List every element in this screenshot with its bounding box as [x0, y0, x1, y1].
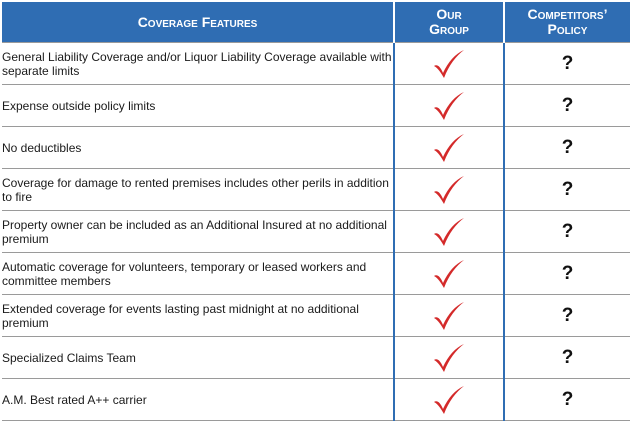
competitors-cell — [504, 127, 630, 169]
table-row — [2, 253, 630, 295]
feature-label: A.M. Best rated A++ carrier — [2, 392, 147, 407]
table-row — [2, 85, 630, 127]
header-competitors-policy — [504, 2, 630, 43]
feature-label: Expense outside policy limits — [2, 98, 156, 113]
header-competitors-line2: Policy — [547, 21, 588, 37]
header-coverage-features-label: Coverage Features — [137, 13, 258, 30]
competitors-cell — [504, 43, 630, 85]
competitors-cell — [504, 253, 630, 295]
question-mark: ? — [561, 304, 574, 326]
question-mark: ? — [561, 346, 574, 368]
feature-cell — [2, 379, 394, 421]
feature-label: Extended coverage for events lasting past midnight at no additional premium — [2, 301, 359, 330]
feature-label: Coverage for damage to rented premises includes other perils in addition to fire — [2, 175, 389, 204]
our-group-cell — [394, 211, 504, 253]
feature-label: General Liability Coverage and/or Liquor Liability Coverage available with separate limits — [2, 49, 392, 78]
header-competitors-line1: Competitors’ — [527, 6, 608, 22]
coverage-comparison-table — [2, 2, 630, 421]
red-checkmark-icon — [432, 174, 466, 206]
competitors-cell — [504, 295, 630, 337]
question-mark: ? — [561, 136, 574, 158]
feature-label: Specialized Claims Team — [2, 350, 136, 365]
red-checkmark-icon — [432, 300, 466, 332]
our-group-cell — [394, 337, 504, 379]
table-row — [2, 295, 630, 337]
question-mark: ? — [561, 262, 574, 284]
question-mark: ? — [561, 52, 574, 74]
feature-cell — [2, 43, 394, 85]
header-coverage-features — [2, 2, 394, 43]
red-checkmark-icon — [432, 342, 466, 374]
red-checkmark-icon — [432, 48, 466, 80]
red-checkmark-icon — [432, 258, 466, 290]
header-our-group-line2: Group — [429, 21, 469, 37]
question-mark: ? — [561, 220, 574, 242]
feature-cell — [2, 85, 394, 127]
our-group-cell — [394, 295, 504, 337]
table-row — [2, 127, 630, 169]
feature-label: Automatic coverage for volunteers, temporary or leased workers and committee members — [2, 259, 367, 288]
red-checkmark-icon — [432, 132, 466, 164]
feature-label: Property owner can be included as an Additional Insured at no additional premium — [2, 217, 387, 246]
feature-cell — [2, 253, 394, 295]
our-group-cell — [394, 253, 504, 295]
table-row — [2, 379, 630, 421]
red-checkmark-icon — [432, 384, 466, 416]
table-row — [2, 169, 630, 211]
question-mark: ? — [561, 388, 574, 410]
header-our-group-line1: Our — [436, 6, 462, 22]
table-row — [2, 337, 630, 379]
question-mark: ? — [561, 178, 574, 200]
red-checkmark-icon — [432, 216, 466, 248]
our-group-cell — [394, 379, 504, 421]
competitors-cell — [504, 169, 630, 211]
our-group-cell — [394, 85, 504, 127]
red-checkmark-icon — [432, 90, 466, 122]
header-our-group — [394, 2, 504, 43]
competitors-cell — [504, 379, 630, 421]
our-group-cell — [394, 169, 504, 211]
question-mark: ? — [561, 94, 574, 116]
table-row — [2, 43, 630, 85]
feature-cell — [2, 127, 394, 169]
header-row — [2, 2, 630, 43]
feature-cell — [2, 211, 394, 253]
competitors-cell — [504, 85, 630, 127]
feature-cell — [2, 295, 394, 337]
feature-cell — [2, 169, 394, 211]
our-group-cell — [394, 43, 504, 85]
our-group-cell — [394, 127, 504, 169]
table-row — [2, 211, 630, 253]
competitors-cell — [504, 337, 630, 379]
feature-cell — [2, 337, 394, 379]
competitors-cell — [504, 211, 630, 253]
feature-label: No deductibles — [2, 140, 82, 155]
